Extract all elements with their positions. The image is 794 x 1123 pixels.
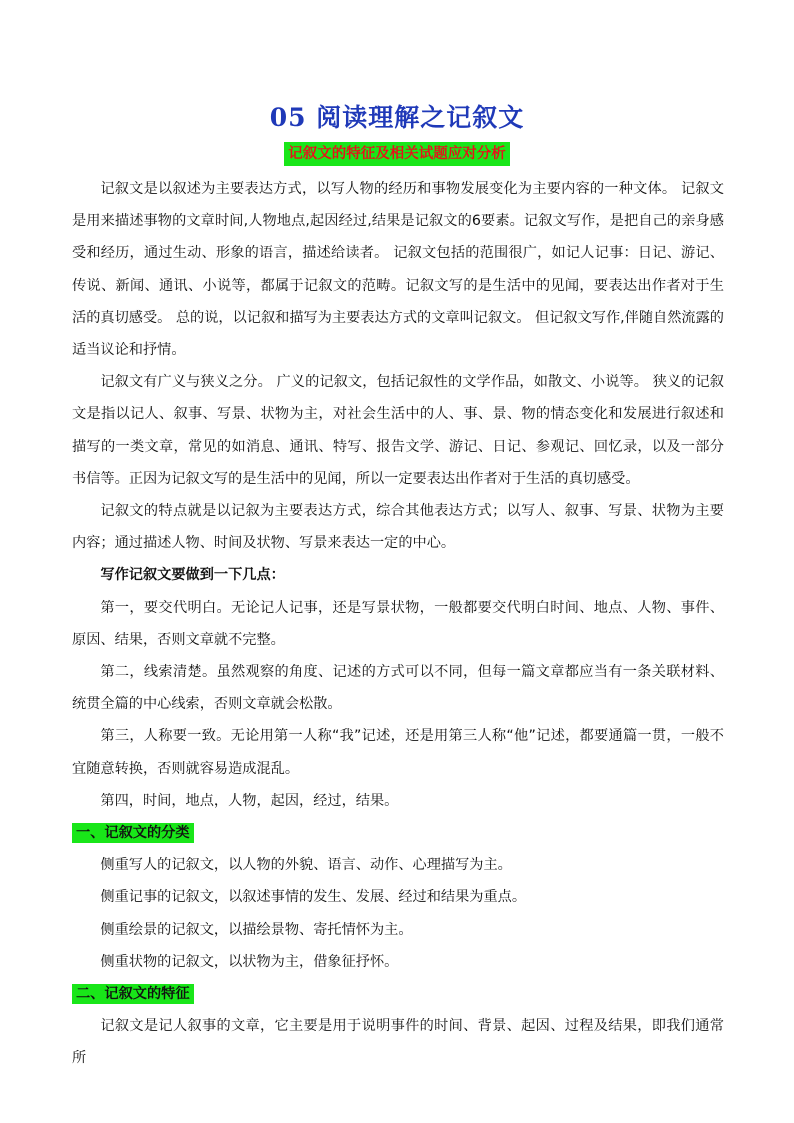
document-body xyxy=(72,173,724,1075)
list-item: 侧重绘景的记叙文，以描绘景物、寄托情怀为主。 xyxy=(100,921,413,938)
requirement-item: 第二，线索清楚。虽然观察的角度、记述的方式可以不同，但每一篇文章都应当有一条关联材料、统贯全篇的中心线索，否则文章就会松散。 xyxy=(72,664,724,713)
requirement-item: 第四，时间，地点，人物，起因，经过，结果。 xyxy=(100,792,399,809)
section-heading-row xyxy=(72,978,724,1010)
section-heading-classification: 一、记叙文的分类 xyxy=(72,823,194,843)
section-heading-row xyxy=(72,817,724,849)
paragraph: 记叙文是以叙述为主要表达方式，以写人物的经历和事物发展变化为主要内容的一种文体。 记叙文是用来描述事物的文章时间,人物地点,起因经过,结果是记叙文的6要素。记叙文写作，是把自己的亲身感受和经历，通过生动、形象的语言，描述给读者。 记叙文包括的范围很广，如记人记事：日记、游记、传说、新闻、通讯、小说等，都属于记叙文的范畴。记叙文写的是生活中的见闻，要表达出作者对于生活的真切感受。 总的说，以记叙和描写为主要表达方式的文章叫记叙文。 但记叙文写作,伴随自然流露的适当议论和抒情。 xyxy=(72,181,724,359)
list-item: 侧重状物的记叙文，以状物为主，借象征抒怀。 xyxy=(100,953,399,970)
page-title: 05 阅读理解之记叙文 xyxy=(269,103,525,132)
section-heading-features: 二、记叙文的特征 xyxy=(72,984,194,1004)
requirement-item: 第一，要交代明白。无论记人记事，还是写景状物，一般都要交代明白时间、地点、人物、事件、原因、结果，否则文章就不完整。 xyxy=(72,599,724,648)
subtitle-wrap xyxy=(0,142,794,166)
requirements-heading: 写作记叙文要做到一下几点： xyxy=(100,567,285,584)
page-subtitle: 记叙文的特征及相关试题应对分析 xyxy=(284,142,510,166)
list-item: 侧重记事的记叙文，以叙述事情的发生、发展、经过和结果为重点。 xyxy=(100,889,527,906)
paragraph: 记叙文有广义与狭义之分。 广义的记叙文，包括记叙性的文学作品，如散文、小说等。 狭义的记叙文是指以记人、叙事、写景、状物为主，对社会生活中的人、事、景、物的情态变化和发展进行叙述和描写的一类文章，常见的如消息、通讯、特写、报告文学、游记、日记、参观记、回忆录，以及一部分书信等。正因为记叙文写的是生活中的见闻，所以一定要表达出作者对于生活的真切感受。 xyxy=(72,374,724,487)
requirement-item: 第三，人称要一致。无论用第一人称“我”记述，还是用第三人称“他”记述，都要通篇一贯，一般不宜随意转换，否则就容易造成混乱。 xyxy=(72,728,724,777)
paragraph: 记叙文的特点就是以记叙为主要表达方式，综合其他表达方式；以写人、叙事、写景、状物为主要内容；通过描述人物、时间及状物、写景来表达一定的中心。 xyxy=(72,503,724,552)
list-item: 侧重写人的记叙文，以人物的外貌、语言、动作、心理描写为主。 xyxy=(100,857,512,874)
paragraph: 记叙文是记人叙事的文章，它主要是用于说明事件的时间、背景、起因、过程及结果，即我们通常所 xyxy=(72,1018,724,1067)
